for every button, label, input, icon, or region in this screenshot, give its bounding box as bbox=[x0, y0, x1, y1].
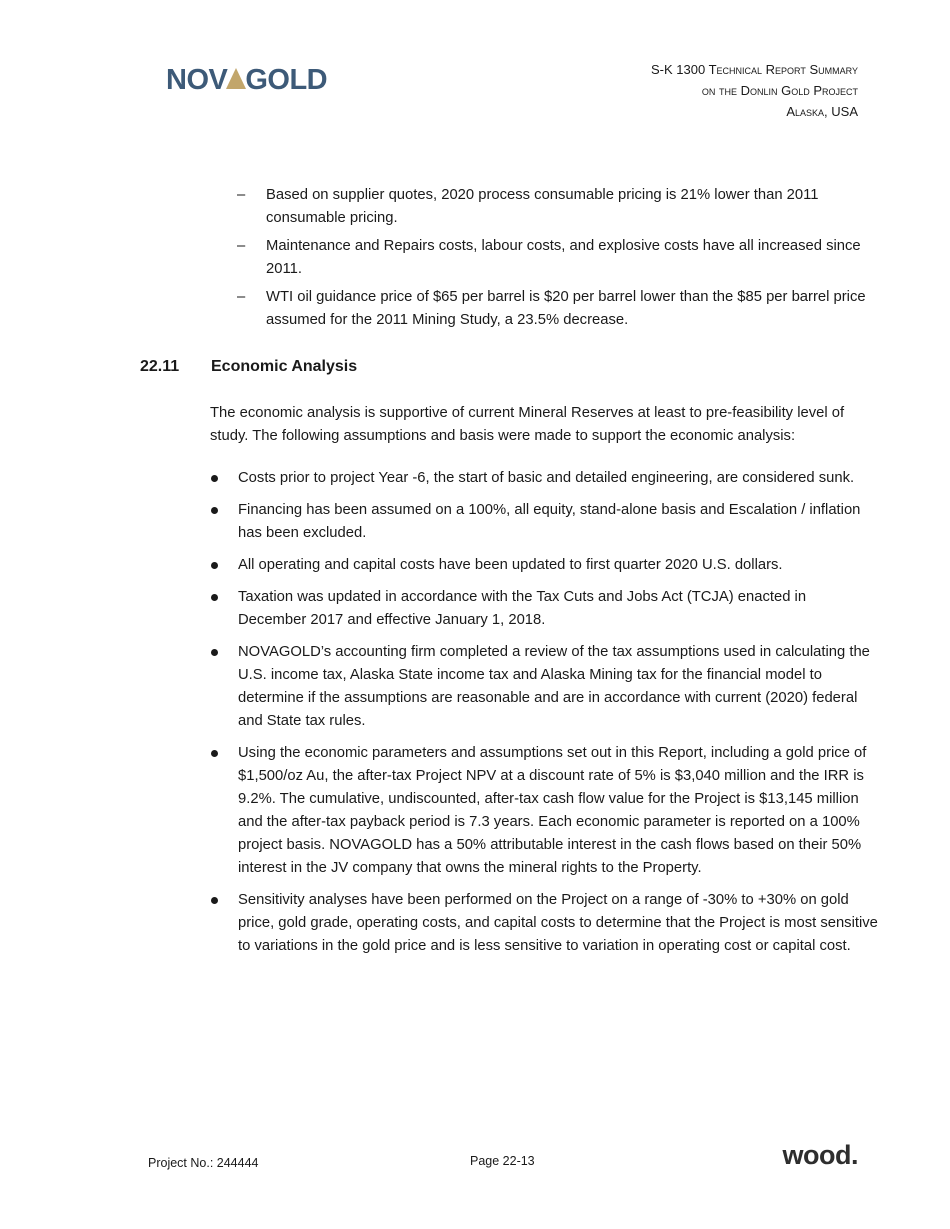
dash-item bbox=[237, 184, 877, 230]
logo-text-end: GOLD bbox=[245, 64, 328, 96]
bullet-icon bbox=[211, 897, 218, 904]
bullet-icon bbox=[211, 475, 218, 482]
project-number: Project No.: 244444 bbox=[148, 1156, 259, 1170]
list-item-text: Financing has been assumed on a 100%, all equity, stand-alone basis and Escalation / inflation has been excluded. bbox=[238, 502, 861, 541]
dash-list bbox=[237, 184, 877, 337]
list-item bbox=[210, 554, 878, 577]
list-item bbox=[210, 742, 878, 880]
list-item bbox=[210, 467, 878, 490]
bullet-icon bbox=[211, 562, 218, 569]
logo-triangle-icon bbox=[226, 68, 246, 89]
dash-item-text: WTI oil guidance price of $65 per barrel is $20 per barrel lower than the $85 per barrel price assumed for the 2011 Mining Study, a 23.5% decrease. bbox=[266, 289, 866, 328]
section-title: Economic Analysis bbox=[211, 358, 358, 375]
dash-marker: – bbox=[237, 238, 246, 254]
list-item-text: Sensitivity analyses have been performed on the Project on a range of -30% to +30% on gold price, gold grade, operating costs, and capital costs to determine that the Project is most sensitive to variations in the gold price and is less sensitive to variation in operating cost or capital cost. bbox=[238, 892, 878, 954]
section-heading bbox=[140, 358, 357, 376]
report-header bbox=[651, 59, 858, 122]
dash-marker: – bbox=[237, 289, 246, 305]
report-title-line1: S-K 1300 Technical Report Summary bbox=[651, 62, 858, 77]
bullet-icon bbox=[211, 594, 218, 601]
list-item bbox=[210, 586, 878, 632]
list-item-text: NOVAGOLD’s accounting firm completed a review of the tax assumptions used in calculating the U.S. income tax, Alaska State income tax and Alaska Mining tax for the financial model to determine if the assumptions are reasonable and are in accordance with current (2020) federal and State tax rules. bbox=[238, 644, 870, 729]
assumption-list bbox=[210, 467, 878, 967]
list-item-text: Using the economic parameters and assumptions set out in this Report, including a gold price of $1,500/oz Au, the after-tax Project NPV at a discount rate of 5% is $3,040 million and the IRR is 9.2%. The cumulative, undiscounted, after-tax cash flow value for the Project is $13,145 million and the after-tax payback period is 7.3 years. Each economic parameter is reported on a 100% project basis. NOVAGOLD has a 50% attributable interest in the cash flows based on their 50% interest in the JV company that owns the mineral rights to the Property. bbox=[238, 745, 867, 876]
page-number: Page 22-13 bbox=[470, 1154, 535, 1168]
logo-text-start: NOV bbox=[166, 64, 228, 96]
list-item-text: Taxation was updated in accordance with the Tax Cuts and Jobs Act (TCJA) enacted in December 2017 and effective January 1, 2018. bbox=[238, 589, 807, 628]
novagold-logo bbox=[166, 64, 327, 97]
dash-item bbox=[237, 235, 877, 281]
bullet-icon bbox=[211, 750, 218, 757]
dash-item-text: Maintenance and Repairs costs, labour costs, and explosive costs have all increased since 2011. bbox=[266, 238, 861, 277]
list-item bbox=[210, 499, 878, 545]
list-item-text: Costs prior to project Year -6, the start of basic and detailed engineering, are considered sunk. bbox=[238, 470, 855, 486]
list-item bbox=[210, 889, 878, 958]
wood-logo: wood. bbox=[782, 1140, 858, 1170]
section-intro: The economic analysis is supportive of current Mineral Reserves at least to pre-feasibility level of study. The following assumptions and basis were made to support the economic analysis: bbox=[210, 405, 845, 444]
dash-item bbox=[237, 286, 877, 332]
dash-marker: – bbox=[237, 187, 246, 203]
report-title-line2: on the Donlin Gold Project bbox=[701, 83, 858, 98]
list-item bbox=[210, 641, 878, 733]
list-item-text: All operating and capital costs have been updated to first quarter 2020 U.S. dollars. bbox=[238, 557, 783, 573]
bullet-icon bbox=[211, 507, 218, 514]
bullet-icon bbox=[211, 649, 218, 656]
dash-item-text: Based on supplier quotes, 2020 process consumable pricing is 21% lower than 2011 consumable pricing. bbox=[266, 187, 819, 226]
section-number: 22.11 bbox=[140, 358, 180, 375]
report-title-line3: Alaska, USA bbox=[786, 104, 858, 119]
